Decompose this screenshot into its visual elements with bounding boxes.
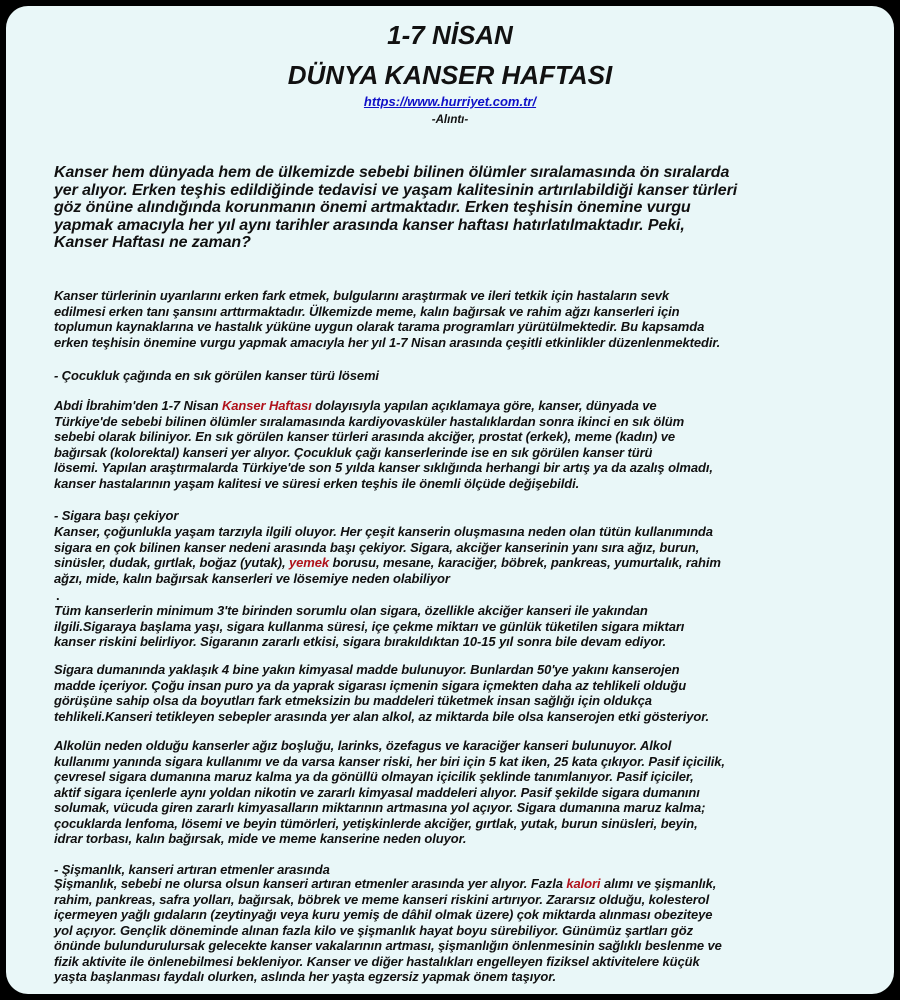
text-line: aktif sigara içenlerle aynı yoldan nikotin ve zararlı kimyasal maddeleri alıyor. Pasif şekilde sigara dumanını — [54, 784, 700, 800]
paragraph-smoke-chemicals — [54, 662, 709, 724]
text-line: Kanser türlerinin uyarılarını erken fark etmek, bulgularını araştırmak ve ileri tetkik için hastaların sevk — [54, 288, 670, 303]
text-span: alımı ve şişmanlık, — [600, 876, 717, 891]
heading-obesity: - Şişmanlık, kanseri artıran etmenler arasında — [54, 862, 330, 877]
text-line: içermeyen yağlı gıdaların (zeytinyağı veya kuru yemiş de dâhil olmak üzere) çok miktarda alınması obeziteye — [54, 907, 713, 922]
text-span: Abdi İbrahim'den 1-7 Nisan — [54, 398, 222, 413]
text-line: Tüm kanserlerin minimum 3'te birinden sorumlu olan sigara, özellikle akciğer kanseri ile yakından — [54, 603, 648, 618]
text-line: rahim, pankreas, safra yolları, bağırsak, böbrek ve meme kanseri riskini artırıyor. Zararsız olduğu, kolesterol — [54, 891, 710, 907]
paragraph-alcohol — [54, 738, 725, 847]
intro-line: göz önüne alındığında korunmanın önemi artmaktadır. Erken teşhisin önemine vurgu — [54, 199, 691, 217]
text-line — [54, 876, 722, 892]
text-line: Alkolün neden olduğu kanserler ağız boşluğu, larinks, özefagus ve karaciğer kanseri bulunuyor. Alkol — [54, 738, 672, 753]
text-line: bağırsak (kolorektal) kanseri yer alıyor. Çocukluk çağı kanserlerinde ise en sık görülen kanser türü — [54, 444, 653, 460]
text-line: ilgili.Sigaraya başlama yaşı, sigara kullanma süresi, içe çekme miktarı ve günlük tüketilen sigara miktarı — [54, 618, 685, 634]
intro-line: Kanser hem dünyada hem de ülkemizde sebebi bilinen ölümler sıralamasında ön sıralarda — [54, 164, 730, 181]
text-line: solumak, vücuda giren zararlı kimyasalların miktarının artmasına yol açıyor. Sigara dumanına maruz kalma; — [54, 800, 706, 815]
text-line: madde içeriyor. Çoğu insan puro ya da yaprak sigarası içmenin sigara içmekten daha az tehlikeli olduğu — [54, 677, 687, 693]
text-line: idrar torbası, kalın bağırsak, mide ve meme kanserine neden oluyor. — [54, 831, 467, 846]
text-line: ağzı, mide, kalın bağırsak kanserleri ve lösemiye neden olabiliyor — [54, 570, 450, 586]
article-page — [6, 6, 894, 994]
citation-note: -Alıntı- — [431, 114, 469, 126]
paragraph-early-diagnosis — [54, 288, 720, 350]
text-line: toplumun kaynaklarına ve hastalık yüküne uygun olarak tarama programları yürütülmektedir. Bu kapsamda — [54, 319, 705, 334]
text-span: dolayısıyla yapılan açıklamaya göre, kanser, dünyada ve — [311, 398, 657, 413]
highlight-link-yemek[interactable]: yemek — [289, 555, 329, 570]
text-line: çevresel sigara dumanına maruz kalma ya da gönüllü olmayan içicilik şeklinde tanımlanıyor. Pasif içiciler, — [54, 769, 694, 784]
highlight-link-kanser-haftasi[interactable]: Kanser Haftası — [221, 398, 312, 413]
title-date: 1-7 NİSAN — [387, 20, 513, 50]
paragraph-smoking-risk — [54, 603, 684, 650]
intro-paragraph — [54, 164, 737, 252]
text-line — [54, 555, 721, 571]
text-line — [54, 398, 713, 414]
text-line: sigara en çok bilinen kanser nedeni arasında başı çekiyor. Sigara, akciğer kanserinin yanı sıra ağız, burun, — [54, 539, 700, 555]
text-line: Türkiye'de sebebi bilinen ölümler sıralamasında kardiyovasküler hastalıklardan sonra ikinci en sık ölüm — [54, 413, 685, 429]
intro-line: Kanser Haftası ne zaman? — [54, 234, 251, 252]
paragraph-smoking-causes — [54, 524, 721, 586]
text-line: tehlikeli.Kanseri tetikleyen sebepler arasında yer alan alkol, az miktarda bile olsa kanserojen etki gösteriyor. — [54, 708, 709, 724]
intro-line: yer alıyor. Erken teşhis edildiğinde tedavisi ve yaşam kalitesinin artırılabildiği kanser türleri — [54, 181, 738, 199]
text-line: lösemi. Yapılan araştırmalarda Türkiye'de son 5 yılda kanser sıklığında herhangi bir artış ya da azalış olmadı, — [54, 460, 713, 475]
text-line: kanser hastalarının yaşam kalitesi ve süresi erken teşhis ile önemli ölçüde değişebildi. — [54, 475, 580, 491]
paragraph-obesity — [54, 876, 722, 985]
paragraph-abdi-ibrahim — [54, 398, 713, 491]
heading-smoking: - Sigara başı çekiyor — [54, 508, 179, 523]
highlight-link-kalori[interactable]: kalori — [566, 876, 601, 891]
text-span: Şişmanlık, sebebi ne olursa olsun kanseri artıran etmenler arasında yer alıyor. Fazla — [54, 876, 567, 891]
heading-childhood-cancer: - Çocukluk çağında en sık görülen kanser türü lösemi — [54, 368, 379, 383]
text-line: çocuklarda lenfoma, lösemi ve beyin tümörleri, yetişkinlerde akciğer, gırtlak, yutak, burun sinüsleri, beyin, — [54, 815, 698, 831]
text-line: erken teşhisin önemine vurgu yapmak amacıyla her yıl 1-7 Nisan arasında çeşitli etkinlikler düzenlenmektedir. — [54, 334, 721, 350]
text-line: Kanser, çoğunlukla yaşam tarzıyla ilgili oluyor. Her çeşit kanserin oluşmasına neden olan tütün kullanımında — [54, 524, 713, 539]
text-span: borusu, mesane, karaciğer, böbrek, pankreas, yumurtalık, rahim — [329, 555, 721, 570]
text-line: edilmesi erken tanı şansını arttırmaktadır. Ülkemizde meme, kalın bağırsak ve rahim ağzı kanserleri için — [54, 303, 680, 319]
source-link[interactable]: https://www.hurriyet.com.tr/ — [363, 94, 537, 109]
text-line: yol açıyor. Gençlik döneminde alınan fazla kilo ve şişmanlık hayat boyu sürebiliyor. Günümüz şartları göz — [54, 922, 693, 938]
text-line: yaşta başlanması faydalı olurken, aslında her yaşta egzersiz yapmak önem taşıyor. — [54, 969, 557, 984]
text-span: sinüsler, dudak, gırtlak, boğaz (yutak), — [54, 555, 290, 570]
text-line: Sigara dumanında yaklaşık 4 bine yakın kimyasal madde bulunuyor. Bunlardan 50'ye yakını kanserojen — [54, 662, 680, 677]
title-event: DÜNYA KANSER HAFTASI — [287, 60, 613, 90]
text-line: önünde bulundurulursak gelecekte kanser vakalarının artması, şişmanlığın önlenmesinin sağlıklı beslenme ve — [54, 938, 722, 953]
text-line: kanser riskini belirliyor. Sigaranın zararlı etkisi, sigara bırakıldıktan 10-15 yıl sonra bile devam ediyor. — [54, 634, 667, 649]
text-line: görüşüne sahip olsa da boyutları fark etmeksizin bu maddeleri tüketmek insan sağlığı için oldukça — [54, 693, 652, 708]
text-line: kullanımı yanında sigara kullanımı ve da varsa kanser riski, her biri için 5 kat iken, 25 kata çıkıyor. Pasif içicilik, — [54, 753, 725, 769]
stray-dot: . — [56, 588, 60, 603]
intro-line: yapmak amacıyla her yıl aynı tarihler arasında kanser haftası hatırlatılmaktadır. Peki, — [54, 216, 685, 234]
text-line: fizik aktivite ile önlenebilmesi bekleniyor. Kanser ve diğer hastalıkları engelleyen fiziksel aktivitelere küçük — [54, 953, 700, 969]
text-line: sebebi olarak biliniyor. En sık görülen kanser türleri arasında akciğer, prostat (erkek), meme (kadın) ve — [54, 429, 675, 444]
